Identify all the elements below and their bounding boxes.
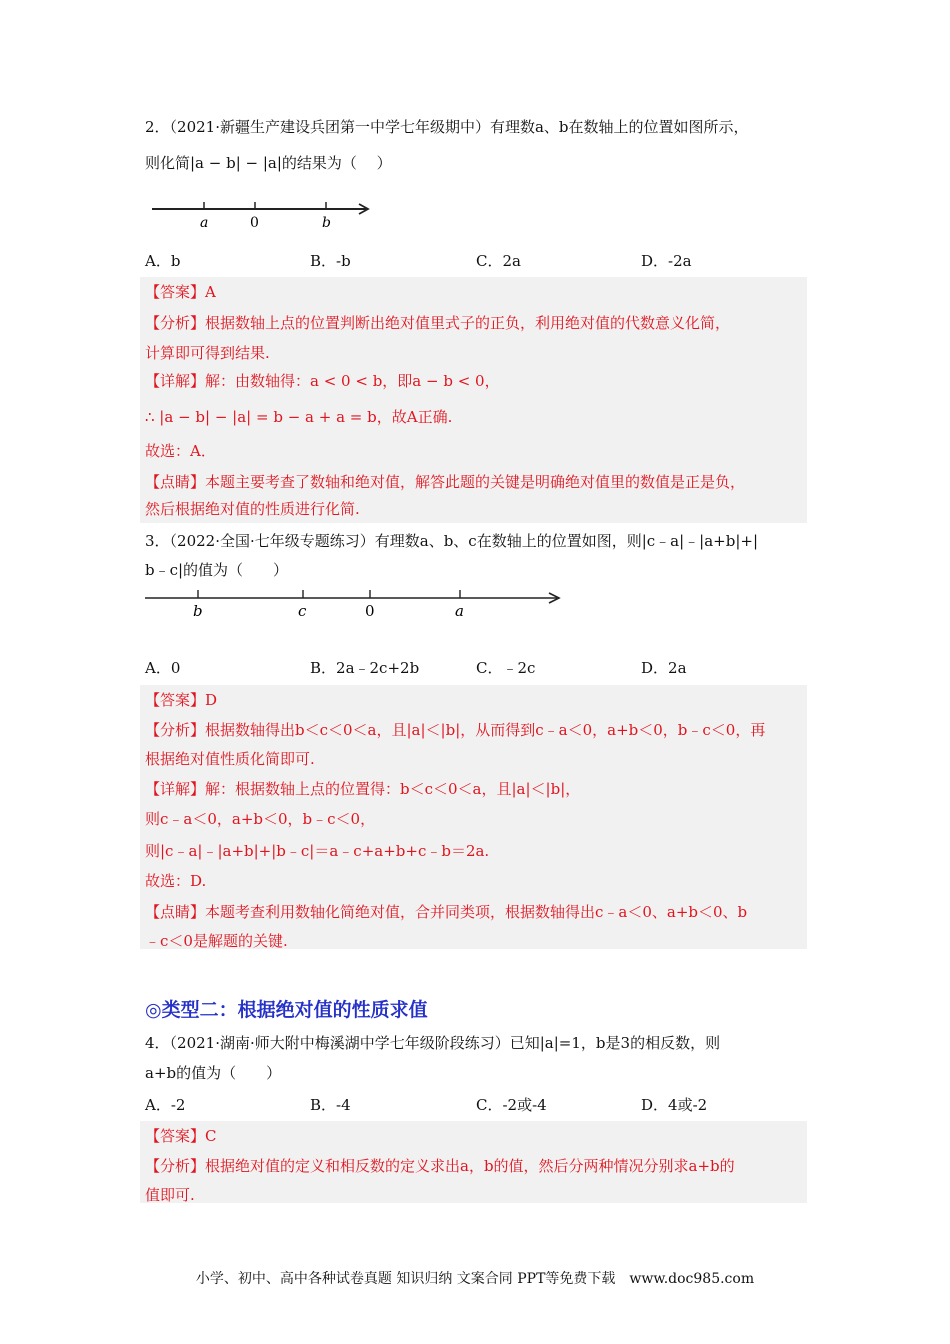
q3-analysis-line2: 根据绝对值性质化简即可.	[145, 750, 315, 768]
q3-option-a: A．0	[145, 659, 181, 677]
q3-analysis-line1: 【分析】根据数轴得出b＜c＜0＜a，且|a|＜|b|，从而得到c﹣a＜0，a+b＜0，b﹣c＜0，再	[145, 721, 766, 739]
q3-answer: 【答案】D	[145, 691, 218, 709]
q3-option-c: C．﹣2c	[476, 659, 536, 677]
q3-detail-line1: 【详解】解：根据数轴上点的位置得：b＜c＜0＜a，且|a|＜|b|，	[145, 780, 581, 798]
q2-answer: 【答案】A	[145, 283, 216, 301]
q2-stem-line2: 则化简|a − b| − |a|的结果为（ ）	[145, 154, 392, 172]
q2-number-line	[148, 196, 378, 232]
q3-option-b: B．2a﹣2c+2b	[310, 659, 420, 677]
q2-analysis-line1: 【分析】根据数轴上点的位置判断出绝对值里式子的正负，利用绝对值的代数意义化简，	[145, 314, 731, 332]
q2-option-d: D．-2a	[641, 252, 692, 270]
q3-comment-line1: 【点睛】本题考查利用数轴化简绝对值，合并同类项，根据数轴得出c﹣a＜0、a+b＜0、b	[145, 903, 748, 921]
q4-option-b: B．-4	[310, 1096, 351, 1114]
q3-detail-line3: 则|c﹣a|﹣|a+b|+|b﹣c|＝a﹣c+a+b+c﹣b＝2a.	[145, 842, 490, 860]
q4-option-a: A．-2	[145, 1096, 186, 1114]
q2-axis-label-b: b	[322, 215, 331, 231]
q4-stem-line1: 4．（2021·湖南·师大附中梅溪湖中学七年级阶段练习）已知|a|=1，b是3的相反数，则	[145, 1034, 721, 1052]
q3-axis-label-c: c	[298, 602, 307, 620]
q4-analysis-line1: 【分析】根据绝对值的定义和相反数的定义求出a，b的值，然后分两种情况分别求a+b的	[145, 1157, 735, 1175]
q4-answer: 【答案】C	[145, 1127, 217, 1145]
q3-axis-label-0: 0	[365, 602, 375, 620]
q2-axis-label-a: a	[200, 215, 209, 231]
q2-comment-line2: 然后根据绝对值的性质进行化简.	[145, 500, 360, 518]
q4-option-d: D．4或-2	[641, 1096, 708, 1114]
q3-comment-line2: ﹣c＜0是解题的关键.	[145, 932, 288, 950]
q3-number-line	[143, 586, 568, 622]
q2-axis-label-0: 0	[250, 215, 259, 231]
q3-detail-line2: 则c﹣a＜0，a+b＜0，b﹣c＜0，	[145, 810, 376, 828]
q2-detail-line2: ∴ |a − b| − |a| = b − a + a = b，故A正确.	[145, 408, 453, 426]
q2-stem-line1: 2．（2021·新疆生产建设兵团第一中学七年级期中）有理数a、b在数轴上的位置如图所示，	[145, 118, 749, 136]
q4-option-c: C．-2或-4	[476, 1096, 547, 1114]
q4-analysis-line2: 值即可.	[145, 1186, 195, 1204]
section-heading: ◎类型二：根据绝对值的性质求值	[145, 999, 428, 1021]
q2-comment-line1: 【点睛】本题主要考查了数轴和绝对值，解答此题的关键是明确绝对值里的数值是正是负，	[145, 473, 746, 491]
q3-stem-line2: b﹣c|的值为（ ）	[145, 561, 289, 579]
q2-choose: 故选：A．	[145, 442, 216, 460]
q3-stem-line1: 3．（2022·全国·七年级专题练习）有理数a、b、c在数轴上的位置如图，则|c﹣a|﹣|a+b|+|	[145, 532, 758, 550]
q2-option-c: C．2a	[476, 252, 521, 270]
q3-axis-label-b: b	[193, 602, 203, 620]
page-footer: 小学、初中、高中各种试卷真题 知识归纳 文案合同 PPT等免费下载 www.doc985.com	[195, 1271, 755, 1287]
q4-stem-line2: a+b的值为（ ）	[145, 1064, 282, 1082]
q2-detail-line1: 【详解】解：由数轴得：a < 0 < b，即a − b < 0，	[145, 372, 500, 390]
q3-axis-label-a: a	[455, 602, 464, 620]
q3-choose: 故选：D.	[145, 872, 207, 890]
q2-analysis-line2: 计算即可得到结果.	[145, 344, 270, 362]
q2-option-a: A．b	[145, 252, 181, 270]
q2-option-b: B．-b	[310, 252, 351, 270]
q3-option-d: D．2a	[641, 659, 687, 677]
